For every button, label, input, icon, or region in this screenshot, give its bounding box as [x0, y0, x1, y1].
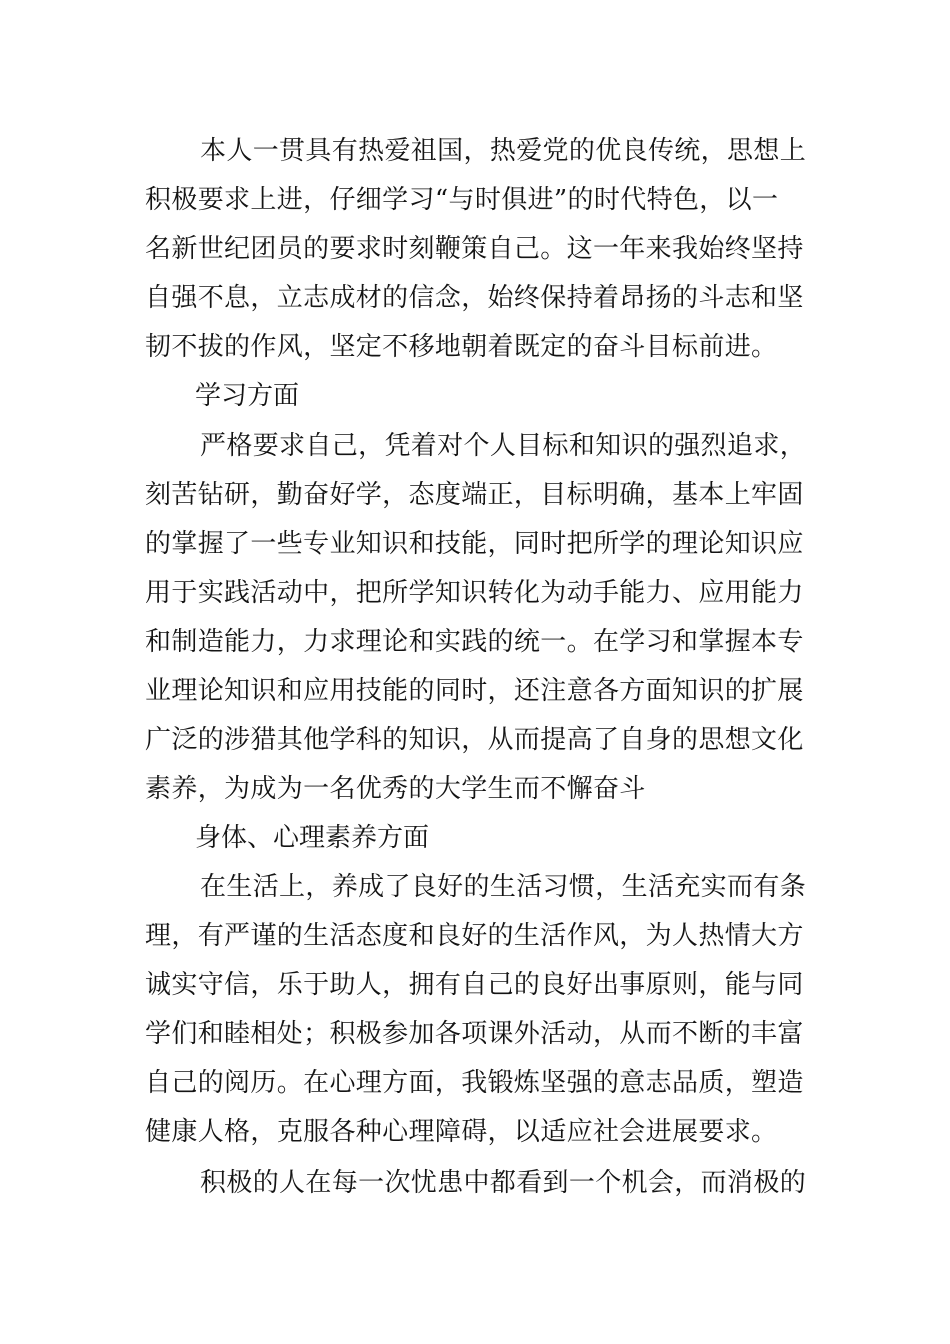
text-line: 和制造能力，力求理论和实践的统一。在学习和掌握本专 [145, 627, 804, 657]
text-line: 名新世纪团员的要求时刻鞭策自己。这一年来我始终坚持 [145, 234, 804, 264]
text-line: 积极的人在每一次忧患中都看到一个机会，而消极的 [200, 1168, 807, 1198]
text-line: 自强不息，立志成材的信念，始终保持着昂扬的斗志和坚 [145, 283, 804, 313]
text-line: 健康人格，克服各种心理障碍，以适应社会进展要求。 [145, 1117, 778, 1147]
text-line: 自己的阅历。在心理方面，我锻炼坚强的意志品质，塑造 [145, 1068, 804, 1098]
text-line: 理，有严谨的生活态度和良好的生活作风，为人热情大方 [145, 921, 804, 951]
text-line: 广泛的涉猎其他学科的知识，从而提高了自身的思想文化 [145, 725, 804, 755]
text-line: 刻苦钻研，勤奋好学，态度端正，目标明确，基本上牢固 [145, 480, 804, 510]
section-heading: 身体、心理素养方面 [195, 823, 430, 853]
text-line: 学们和睦相处；积极参加各项课外活动，从而不断的丰富 [145, 1019, 804, 1049]
text-line: 积极要求上进，仔细学习“与时俱进”的时代特色，以一 [145, 185, 779, 215]
text-line: 韧不拔的作风，坚定不移地朝着既定的奋斗目标前进。 [145, 332, 778, 362]
text-line: 严格要求自己，凭着对个人目标和知识的强烈追求， [200, 431, 807, 461]
text-line: 用于实践活动中，把所学知识转化为动手能力、应用能力 [145, 578, 804, 608]
section-heading: 学习方面 [195, 381, 300, 411]
text-line: 在生活上，养成了良好的生活习惯，生活充实而有条 [200, 872, 807, 902]
text-line: 本人一贯具有热爱祖国，热爱党的优良传统，思想上 [200, 136, 807, 166]
text-line: 业理论知识和应用技能的同时，还注意各方面知识的扩展 [145, 676, 804, 706]
text-line: 诚实守信，乐于助人，拥有自己的良好出事原则，能与同 [145, 970, 804, 1000]
text-line: 的掌握了一些专业知识和技能，同时把所学的理论知识应 [145, 529, 804, 559]
text-line: 素养，为成为一名优秀的大学生而不懈奋斗 [145, 774, 646, 804]
